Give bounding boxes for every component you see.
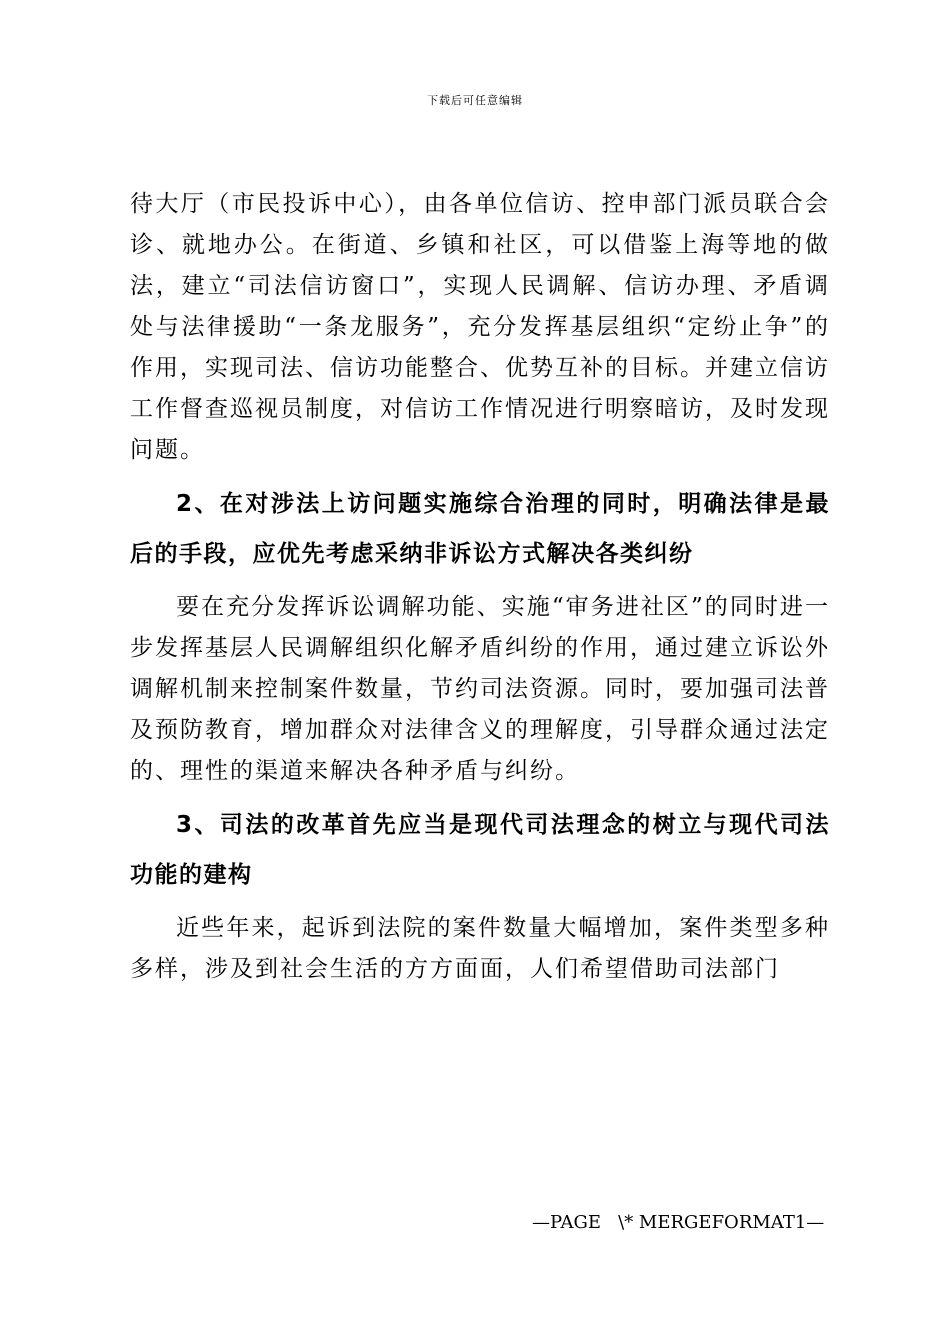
paragraph-section-3: 近些年来，起诉到法院的案件数量大幅增加，案件类型多种多样，涉及到社会生活的方方面面，人们希望借助司法部门: [130, 915, 830, 982]
section-heading-3: 3、司法的改革首先应当是现代司法理念的树立与现代司法功能的建构: [130, 812, 830, 888]
paragraph-section-2: 要在充分发挥诉讼调解功能、实施“审务进社区”的同时进一步发挥基层人民调解组织化解矛盾纠纷的作用，通过建立诉讼外调解机制来控制案件数量，节约司法资源。同时，要加强司法普及预防教育，增加群众对法律含义的理解度，引导群众通过法定的、理性的渠道来解决各种矛盾与纠纷。: [130, 594, 830, 784]
page-footer: —PAGE \* MERGEFORMAT1—: [532, 1212, 825, 1233]
paragraph-continuation: 待大厅（市民投诉中心），由各单位信访、控申部门派员联合会诊、就地办公。在街道、乡镇和社区，可以借鉴上海等地的做法，建立“司法信访窗口”，实现人民调解、信访办理、矛盾调处与法律援助“一条龙服务”，充分发挥基层组织“定纷止争”的作用，实现司法、信访功能整合、优势互补的目标。并建立信访工作督查巡视员制度，对信访工作情况进行明察暗访，及时发现问题。: [130, 191, 830, 463]
document-body: [130, 184, 830, 990]
page-header-note: 下载后可任意编辑: [427, 94, 523, 107]
section-heading-2: 2、在对涉法上访问题实施综合治理的同时，明确法律是最后的手段，应优先考虑采纳非诉讼方式解决各类纠纷: [130, 491, 830, 567]
